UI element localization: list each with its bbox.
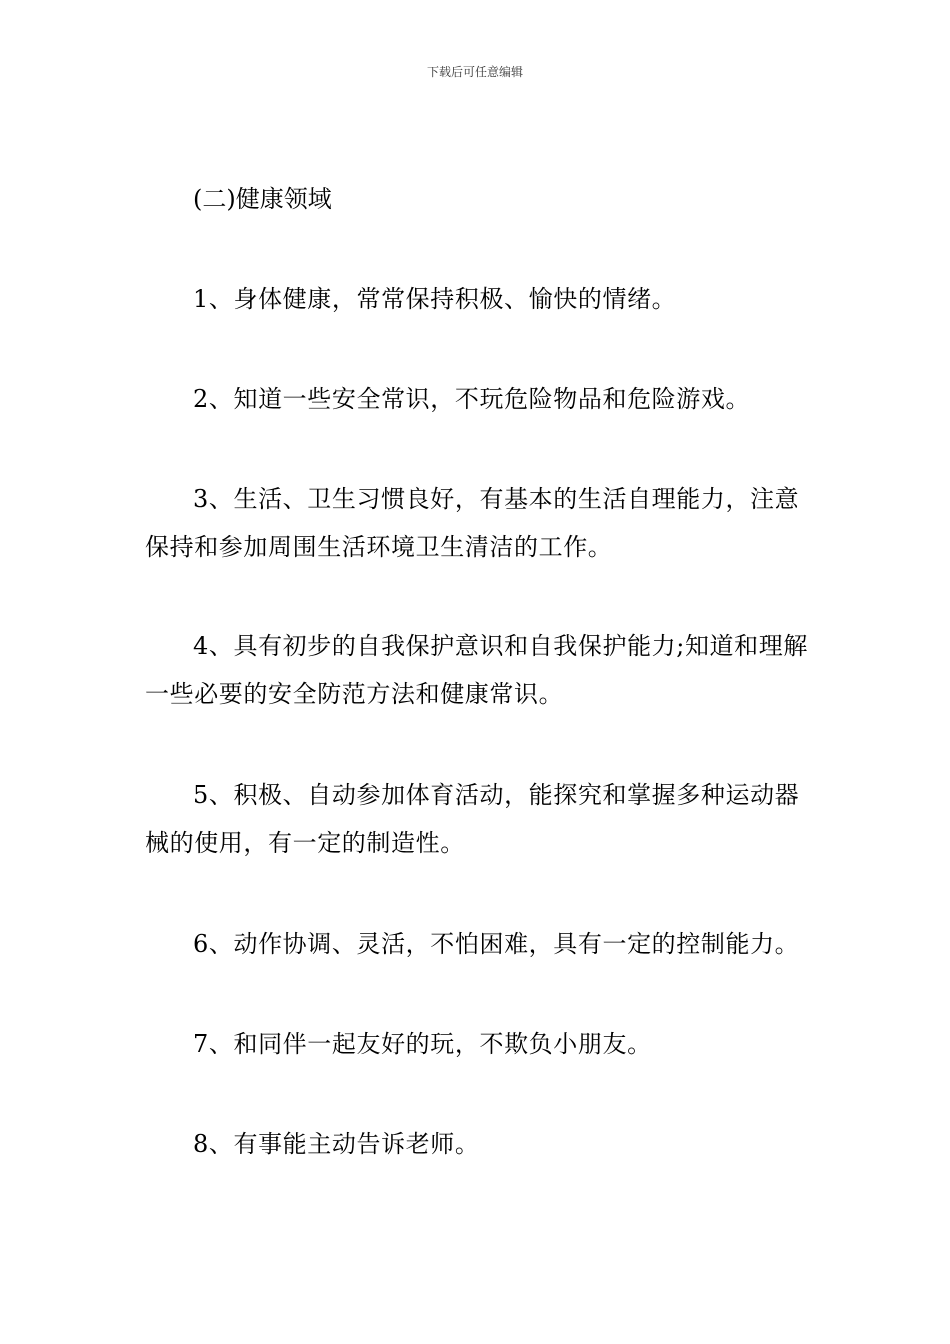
- list-item: 3、生活、卫生习惯良好，有基本的生活自理能力，注意保持和参加周围生活环境卫生清洁的工作。: [145, 485, 800, 561]
- list-item: 5、积极、自动参加体育活动，能探究和掌握多种运动器械的使用，有一定的制造性。: [145, 781, 800, 857]
- list-item: 2、知道一些安全常识，不玩危险物品和危险游戏。: [193, 385, 751, 413]
- page-header-note: 下载后可任意编辑: [426, 65, 523, 79]
- section-heading: (二)健康领域: [193, 185, 332, 213]
- list-item: 1、身体健康，常常保持积极、愉快的情绪。: [193, 285, 677, 313]
- list-item: 6、动作协调、灵活，不怕困难，具有一定的控制能力。: [193, 930, 800, 958]
- list-item: 7、和同伴一起友好的玩，不欺负小朋友。: [193, 1030, 652, 1058]
- list-item: 8、有事能主动告诉老师。: [193, 1130, 480, 1158]
- list-item: 4、具有初步的自我保护意识和自我保护能力;知道和理解一些必要的安全防范方法和健康常识。: [145, 632, 808, 708]
